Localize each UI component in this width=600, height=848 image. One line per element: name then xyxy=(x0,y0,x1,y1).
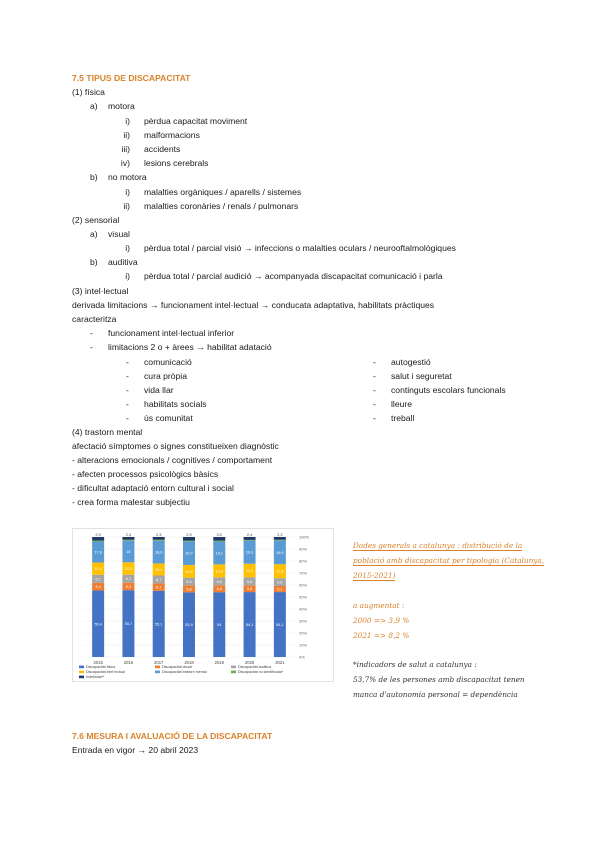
bar-segment xyxy=(92,540,104,541)
list-marker: ii) xyxy=(123,130,130,140)
y-tick-label: 60% xyxy=(299,582,308,588)
note-text: població amb discapacitat per tipologia (Catalunya, xyxy=(353,556,545,565)
data-label: 11,6 xyxy=(276,569,284,574)
list-item: funcionament intel·lectual inferior xyxy=(108,328,235,338)
category-label: (1) física xyxy=(72,87,105,97)
x-tick-label: 2019 xyxy=(214,660,224,665)
y-tick-label: 80% xyxy=(299,558,308,564)
dash-marker: - xyxy=(90,328,93,338)
paragraph-line: derivada limitacions → funcionament intel·lectual → conducata adaptativa, habilitats pràctiques xyxy=(72,300,435,310)
dash-marker: - xyxy=(126,399,129,409)
area-item: treball xyxy=(391,413,415,423)
data-label: 19,3 xyxy=(245,550,254,555)
area-item: cura pròpia xyxy=(144,371,187,381)
data-label: 3,0 xyxy=(216,533,222,537)
bar-segment xyxy=(244,537,256,540)
bar-segment xyxy=(213,541,225,542)
data-label: 10,3 xyxy=(124,567,133,571)
legend-swatch xyxy=(231,666,236,669)
list-marker: b) xyxy=(90,257,98,267)
dash-marker: - xyxy=(373,357,376,367)
data-label: 6,4 xyxy=(95,585,101,590)
bar-segment xyxy=(92,537,104,540)
stacked-bar-chart xyxy=(73,529,333,681)
paragraph-line: caracteritza xyxy=(72,314,117,324)
data-label: 6,7 xyxy=(95,577,101,582)
bar-segment xyxy=(213,537,225,541)
bar-segment xyxy=(153,537,165,540)
bar-segment xyxy=(122,537,134,540)
data-label: 55,1 xyxy=(155,622,163,627)
data-label: 54 xyxy=(217,623,222,628)
area-item: lleure xyxy=(391,399,413,409)
data-label: 5,8 xyxy=(186,587,192,592)
list-item: - crea forma malestar subjectiu xyxy=(72,497,190,507)
bar-segment xyxy=(274,537,286,540)
data-label: 54,1 xyxy=(276,623,284,628)
dash-marker: - xyxy=(126,371,129,381)
dash-marker: - xyxy=(126,413,129,423)
note-title-line xyxy=(353,540,522,552)
note-2021: 2021 => 8,2 % xyxy=(353,631,410,640)
legend-swatch xyxy=(231,671,236,674)
list-marker: i) xyxy=(125,271,130,281)
y-tick-label: 90% xyxy=(299,546,308,552)
x-tick-label: 2018 xyxy=(184,660,194,665)
note-title-line xyxy=(353,570,395,582)
list-item: limitacions 2 o + àrees → habilitat adatació xyxy=(108,342,272,352)
category-label: (3) intel·lectual xyxy=(72,286,129,296)
area-item: ús comunitat xyxy=(144,413,193,423)
list-marker: iii) xyxy=(121,144,130,154)
data-label: 2,4 xyxy=(246,533,253,537)
data-label: 6,7 xyxy=(125,577,132,582)
legend-label: Discapacitat auditiva xyxy=(238,665,271,669)
data-label: 10,6 xyxy=(185,569,193,574)
dash-marker: - xyxy=(373,385,376,395)
bar-segment xyxy=(183,537,195,540)
bar-segment xyxy=(244,540,256,541)
legend-swatch xyxy=(79,676,84,679)
data-label: 2,3 xyxy=(277,533,283,537)
list-item: - dificultat adaptació entorn cultural i social xyxy=(72,483,234,493)
note-text: Dades generals a catalunya : distribució de la xyxy=(353,541,523,550)
dash-marker: - xyxy=(373,371,376,381)
data-label: 5,6 xyxy=(246,587,253,592)
dash-marker: - xyxy=(373,413,376,423)
data-label: 17,6 xyxy=(94,550,102,555)
data-label: 5,1 xyxy=(277,587,283,592)
list-item: malformacions xyxy=(144,130,200,140)
list-item: - afecten processos psicològics bàsics xyxy=(72,469,219,479)
list-item: pèrdua total / parcial audició → acompanyada discapacitat comunicació i parla xyxy=(144,271,443,281)
data-label: 6,2 xyxy=(125,584,132,589)
list-item: accidents xyxy=(144,144,181,154)
data-label: 53,9 xyxy=(185,623,193,628)
y-tick-label: 40% xyxy=(299,606,308,612)
dash-marker: - xyxy=(126,385,129,395)
section-heading: 7.5 TIPUS DE DISCAPACITAT xyxy=(72,73,191,83)
note-augmentat: a augmentat : xyxy=(353,601,405,610)
note-text: 2015-2021) xyxy=(353,571,396,580)
data-label: 11,2 xyxy=(246,568,254,573)
y-tick-label: 0% xyxy=(299,654,305,660)
data-label: 18 xyxy=(126,550,131,555)
data-label: 55,7 xyxy=(124,622,133,627)
data-label: 2,3 xyxy=(125,533,132,537)
area-item: vida llar xyxy=(144,385,174,395)
note-2000: 2000 => 3,9 % xyxy=(353,616,410,625)
data-label: 18,9 xyxy=(155,550,163,555)
y-tick-label: 50% xyxy=(299,594,308,600)
data-label: 10,8 xyxy=(215,569,223,574)
subcategory-label: motora xyxy=(108,101,135,111)
data-label: 55,4 xyxy=(94,622,102,627)
legend-label: Discapacitat visual xyxy=(162,665,192,669)
list-item: malalties orgàniques / aparells / sistemes xyxy=(144,187,302,197)
x-tick-label: 2015 xyxy=(93,660,103,665)
list-item: - alteracions emocionals / cognitives / comportament xyxy=(72,455,273,465)
data-label: 2,9 xyxy=(95,533,101,537)
data-label: 5,8 xyxy=(216,587,222,592)
data-label: 6,7 xyxy=(156,578,162,583)
category-label: (2) sensorial xyxy=(72,215,120,225)
legend-swatch xyxy=(155,666,160,669)
legend-swatch xyxy=(155,671,160,674)
y-tick-label: 70% xyxy=(299,570,308,576)
note-indicadors: *indicadors de salut a catalunya : xyxy=(353,660,477,669)
data-label: 2,9 xyxy=(186,533,192,537)
subcategory-label: auditiva xyxy=(108,257,138,267)
paragraph-line: afectació símptomes o signes constitueixen diagnòstic xyxy=(72,441,279,451)
legend-label: Discapacitat no identificada* xyxy=(238,670,284,674)
data-label: 19,7 xyxy=(185,551,193,556)
dash-marker: - xyxy=(373,399,376,409)
bar-segment xyxy=(183,540,195,541)
y-tick-label: 20% xyxy=(299,630,308,636)
section-heading: 7.6 MESURA I AVALUACIÓ DE LA DISCAPACITAT xyxy=(72,731,273,741)
list-item: malalties coronàries / renals / pulmonars xyxy=(144,201,299,211)
x-tick-label: 2017 xyxy=(154,660,164,665)
area-item: continguts escolars funcionals xyxy=(391,385,506,395)
area-item: comunicació xyxy=(144,357,192,367)
area-item: autogestió xyxy=(391,357,431,367)
data-label: 10,2 xyxy=(94,567,102,572)
y-tick-label: 10% xyxy=(299,642,308,648)
y-tick-label: 30% xyxy=(299,618,308,624)
chart-figure xyxy=(72,528,334,682)
data-label: 10,1 xyxy=(155,567,163,572)
legend-label: Indefinida** xyxy=(86,675,105,679)
bar-segment xyxy=(274,540,286,541)
list-item: pèrdua total / parcial visió → infeccions o malalties oculars / neurooftalmològiques xyxy=(144,243,456,253)
x-tick-label: 2016 xyxy=(123,660,134,665)
data-label: 6,1 xyxy=(156,585,162,590)
subcategory-label: visual xyxy=(108,229,130,239)
data-label: 6,4 xyxy=(186,580,192,585)
data-label: 19,1 xyxy=(215,551,223,556)
note-indicadors: manca d'autonomia personal = dependència xyxy=(353,690,518,699)
bar-segment xyxy=(122,540,134,541)
area-item: salut i seguretat xyxy=(391,371,452,381)
list-marker: i) xyxy=(125,243,130,253)
legend-swatch xyxy=(79,666,84,669)
list-marker: a) xyxy=(90,229,98,239)
data-label: 2,3 xyxy=(156,533,162,537)
list-marker: iv) xyxy=(120,158,130,168)
subcategory-label: no motora xyxy=(108,172,147,182)
list-item: pèrdua capacitat moviment xyxy=(144,116,248,126)
list-marker: i) xyxy=(125,116,130,126)
legend-swatch xyxy=(79,671,84,674)
area-item: habilitats socials xyxy=(144,399,207,409)
x-tick-label: 2021 xyxy=(275,660,285,665)
list-marker: b) xyxy=(90,172,98,182)
legend-label: Discapacitat trastorn mental xyxy=(162,670,207,674)
list-marker: ii) xyxy=(123,201,130,211)
list-marker: a) xyxy=(90,101,98,111)
list-marker: i) xyxy=(125,187,130,197)
x-tick-label: 2020 xyxy=(244,660,255,665)
dash-marker: - xyxy=(126,357,129,367)
data-label: 6,5 xyxy=(277,580,283,585)
note-indicadors: 53,7% de les persones amb discapacitat tenen xyxy=(353,675,525,684)
y-tick-label: 100% xyxy=(299,534,310,540)
list-item: lesions cerebrals xyxy=(144,158,209,168)
note-title-line xyxy=(353,555,544,567)
data-label: 54,1 xyxy=(245,623,254,628)
data-label: 6,6 xyxy=(216,579,222,584)
paragraph-line: Entrada en vigor → 20 abril 2023 xyxy=(72,745,199,755)
data-label: 6,8 xyxy=(246,579,253,584)
category-label: (4) trastorn mental xyxy=(72,427,143,437)
data-label: 19,9 xyxy=(276,550,284,555)
bar-segment xyxy=(153,540,165,541)
legend-label: Discapacitat física xyxy=(86,665,115,669)
legend-label: Discapacitat intel·lectual xyxy=(86,670,125,674)
dash-marker: - xyxy=(90,342,93,352)
